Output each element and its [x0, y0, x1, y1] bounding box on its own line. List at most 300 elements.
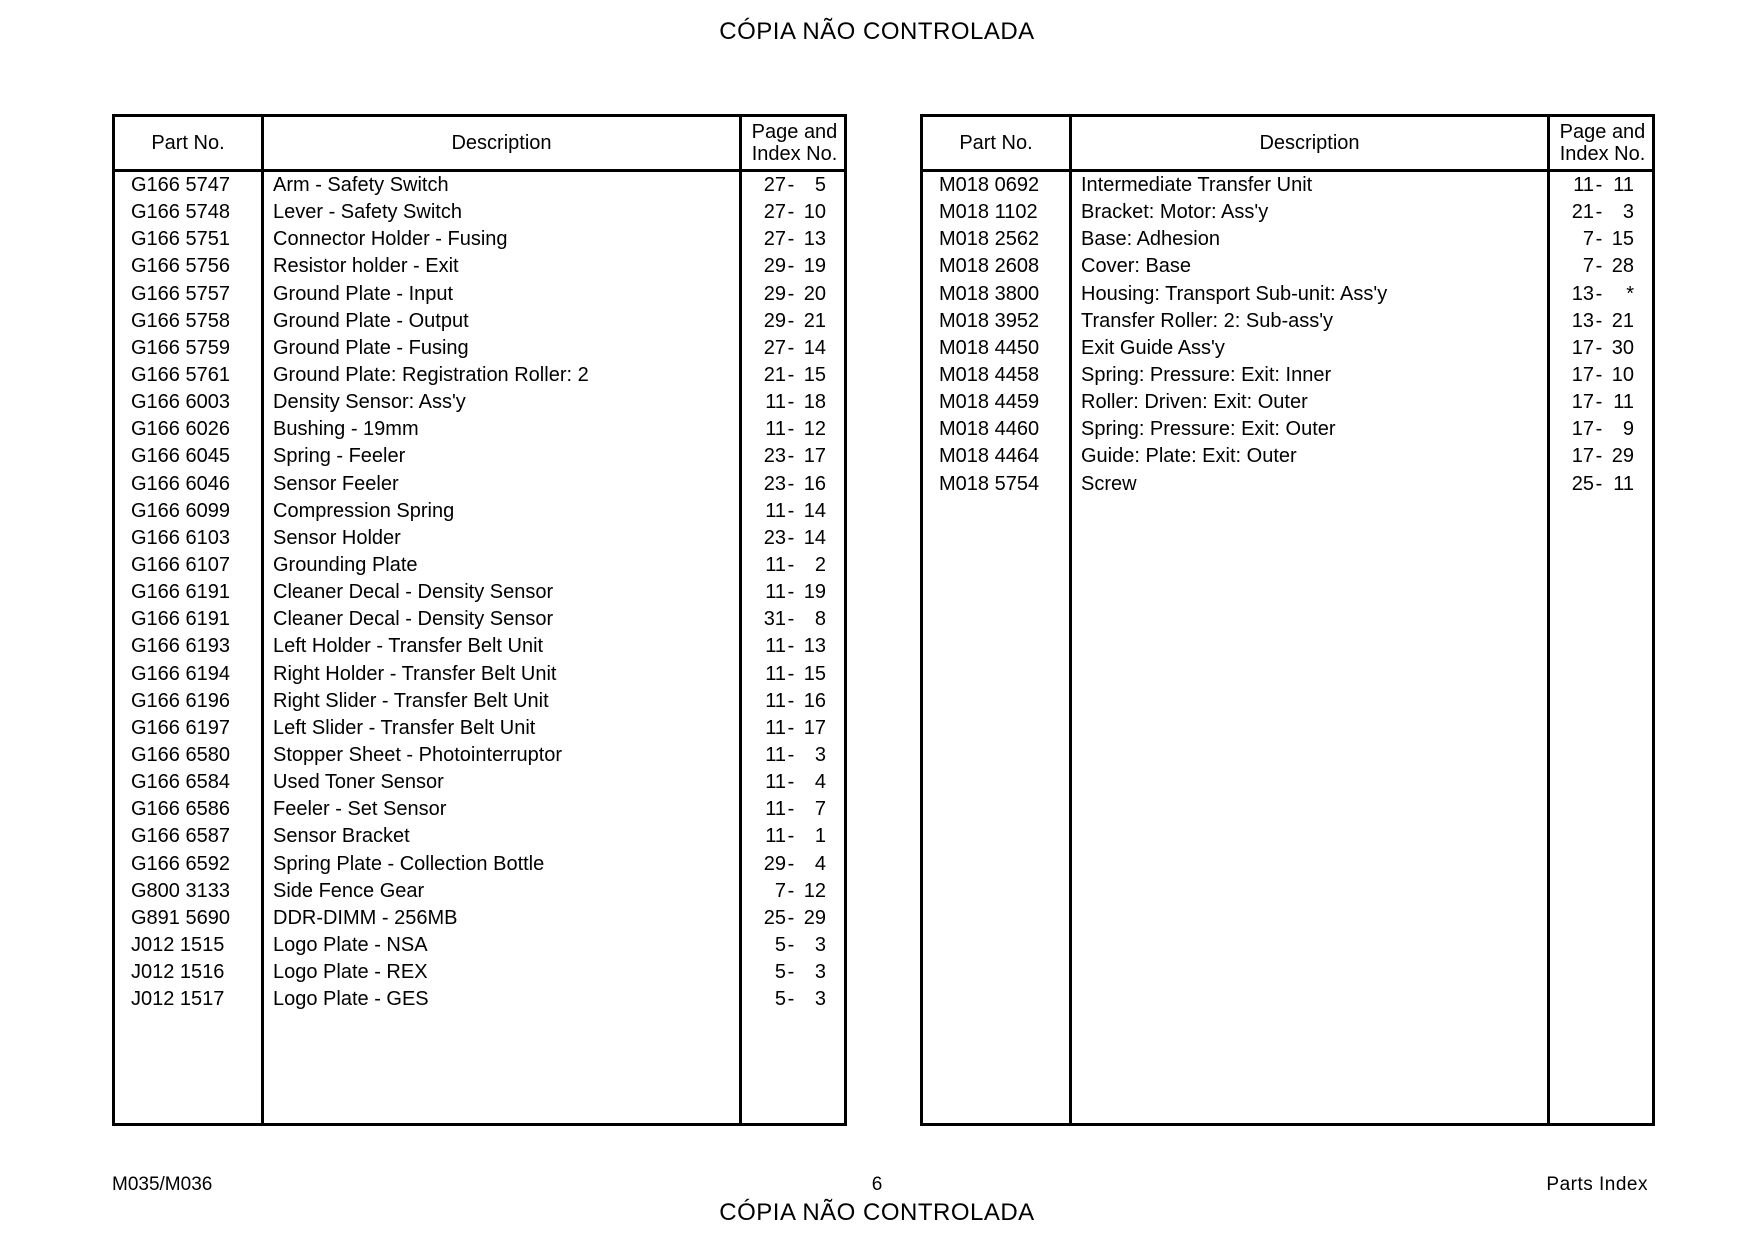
index-number: 5	[814, 174, 826, 196]
part-number: G891 5690	[131, 906, 230, 929]
part-description: Bracket: Motor: Ass'y	[1081, 201, 1269, 224]
page-number: 7	[1582, 228, 1594, 251]
part-number: G166 5758	[131, 309, 230, 332]
part-description: Right Holder - Transfer Belt Unit	[273, 662, 557, 685]
page-index-separator: -	[1595, 336, 1603, 359]
page-index-separator: -	[1595, 255, 1603, 278]
page-index	[1550, 199, 1655, 226]
part-number: M018 2608	[939, 255, 1040, 278]
part-description: Side Fence Gear	[273, 879, 425, 902]
index-number: 12	[803, 879, 826, 902]
index-number: 19	[803, 255, 826, 278]
part-number: M018 1102	[939, 201, 1038, 224]
part-number: G800 3133	[131, 879, 230, 902]
page-index	[742, 715, 847, 742]
part-number: J012 1517	[131, 988, 225, 1011]
page-index-separator: -	[787, 906, 795, 929]
index-number: 16	[803, 472, 826, 495]
page-index-separator: -	[787, 418, 795, 441]
part-number: G166 5756	[131, 255, 230, 278]
part-description: Right Slider - Transfer Belt Unit	[273, 689, 549, 712]
page-index	[1550, 389, 1655, 416]
page-index	[1550, 281, 1655, 308]
part-number: M018 4460	[939, 418, 1040, 441]
table-row	[115, 253, 844, 280]
page-number: 11	[765, 662, 786, 685]
part-description: Cover: Base	[1081, 255, 1192, 278]
page-number: 21	[763, 363, 786, 386]
part-number: M018 0692	[939, 174, 1040, 196]
page-index-separator: -	[1595, 391, 1603, 414]
page-number: 11	[765, 581, 786, 604]
page-index	[742, 661, 847, 688]
page-index-separator: -	[787, 445, 795, 468]
part-description: Bushing - 19mm	[273, 418, 419, 441]
part-number: J012 1516	[131, 961, 225, 984]
table-row	[115, 362, 844, 389]
table-row	[115, 606, 844, 633]
page-index	[742, 416, 847, 443]
header-part-no: Part No.	[151, 132, 225, 154]
page-number: 27	[763, 174, 786, 196]
index-number: 15	[803, 662, 826, 685]
page-number: 17	[1571, 336, 1594, 359]
page-index	[742, 172, 847, 199]
header-page-index-line1: Page and	[1559, 121, 1646, 143]
page-index-separator: -	[1595, 445, 1603, 468]
part-number: G166 6193	[131, 635, 230, 658]
page-number: 17	[1571, 445, 1594, 468]
header-page-index	[742, 117, 847, 169]
page-number: 11	[765, 553, 786, 576]
index-number: 1	[814, 825, 826, 848]
table-row	[923, 416, 1652, 443]
page-number: 11	[765, 798, 786, 821]
table-row	[923, 253, 1652, 280]
table-row	[115, 498, 844, 525]
part-description: Spring: Pressure: Exit: Inner	[1081, 363, 1332, 386]
table-row	[923, 443, 1652, 470]
page-index-separator: -	[787, 852, 795, 875]
page-index	[1550, 226, 1655, 253]
table-row	[923, 335, 1652, 362]
page-index-separator: -	[787, 174, 795, 196]
page-index-separator: -	[787, 526, 795, 549]
index-number: 3	[814, 933, 826, 956]
page-index-separator: -	[787, 581, 795, 604]
part-number: G166 6584	[131, 771, 230, 794]
page-index-separator: -	[787, 743, 795, 766]
page-number: 11	[1573, 174, 1594, 196]
index-number: 14	[803, 499, 826, 522]
page-number: 11	[765, 391, 786, 414]
part-number: G166 6587	[131, 825, 230, 848]
part-number: G166 6046	[131, 472, 230, 495]
page-index	[742, 471, 847, 498]
part-number: G166 6580	[131, 743, 230, 766]
page-index-separator: -	[787, 933, 795, 956]
part-number: G166 5757	[131, 282, 230, 305]
watermark-top: CÓPIA NÃO CONTROLADA	[719, 18, 1035, 45]
part-description: Cleaner Decal - Density Sensor	[273, 608, 554, 631]
page-number: 25	[1571, 472, 1594, 495]
page-number: 11	[765, 716, 786, 739]
part-description: Sensor Feeler	[273, 472, 399, 495]
page-index-separator: -	[787, 391, 795, 414]
index-number: 2	[814, 553, 826, 576]
index-number: 13	[803, 635, 826, 658]
table-row	[115, 851, 844, 878]
header-part-no: Part No.	[959, 132, 1033, 154]
part-number: G166 6107	[131, 553, 230, 576]
table-row	[115, 661, 844, 688]
page-index	[1550, 416, 1655, 443]
page-number: 17	[1571, 418, 1594, 441]
page-number: 5	[774, 933, 786, 956]
table-row	[115, 389, 844, 416]
page-number: 11	[765, 689, 786, 712]
table-row	[115, 986, 844, 1013]
part-description: Logo Plate - GES	[273, 988, 429, 1011]
part-number: G166 6191	[131, 581, 230, 604]
index-number: 21	[1611, 309, 1634, 332]
page-index	[742, 308, 847, 335]
part-description: Resistor holder - Exit	[273, 255, 459, 278]
part-number: G166 6099	[131, 499, 230, 522]
page-index	[742, 579, 847, 606]
header-description: Description	[451, 132, 552, 154]
page-number: 7	[774, 879, 786, 902]
part-number: G166 6196	[131, 689, 230, 712]
page-number: 13	[1571, 309, 1594, 332]
page-number: 17	[1571, 391, 1594, 414]
table-rows	[923, 172, 1652, 498]
page-index-separator: -	[1595, 418, 1603, 441]
index-number: 20	[803, 282, 826, 305]
page-number: 5	[774, 961, 786, 984]
page-index	[1550, 308, 1655, 335]
page-index-separator: -	[787, 228, 795, 251]
part-number: M018 4450	[939, 336, 1040, 359]
part-number: G166 6194	[131, 662, 230, 685]
index-number: 16	[803, 689, 826, 712]
page-index-separator: -	[1595, 309, 1603, 332]
table-row	[115, 226, 844, 253]
page-index	[742, 552, 847, 579]
part-number: M018 2562	[939, 228, 1040, 251]
index-number: 29	[1611, 445, 1634, 468]
page-index	[742, 688, 847, 715]
page-index	[1550, 443, 1655, 470]
part-description: Left Slider - Transfer Belt Unit	[273, 716, 536, 739]
part-description: Ground Plate: Registration Roller: 2	[273, 363, 589, 386]
page-index	[1550, 362, 1655, 389]
page-index-separator: -	[787, 689, 795, 712]
page-index-separator: -	[787, 988, 795, 1011]
page-index-separator: -	[787, 282, 795, 305]
table-row	[923, 389, 1652, 416]
index-number: 10	[1611, 363, 1634, 386]
table-row	[115, 823, 844, 850]
page-number: 27	[763, 228, 786, 251]
index-number: *	[1626, 282, 1634, 305]
page-index-separator: -	[787, 553, 795, 576]
page-index-separator: -	[787, 499, 795, 522]
table-row	[923, 308, 1652, 335]
page-number: 25	[763, 906, 786, 929]
index-number: 3	[814, 961, 826, 984]
page-index	[742, 253, 847, 280]
page-number: 5	[774, 988, 786, 1011]
page-index	[742, 742, 847, 769]
page-number: 11	[765, 743, 786, 766]
table-row	[115, 443, 844, 470]
table-row	[923, 281, 1652, 308]
part-number: G166 6103	[131, 526, 230, 549]
part-description: Sensor Holder	[273, 526, 401, 549]
part-description: Exit Guide Ass'y	[1081, 336, 1225, 359]
table-row	[115, 796, 844, 823]
page-index	[1550, 172, 1655, 199]
index-number: 18	[803, 391, 826, 414]
part-description: Density Sensor: Ass'y	[273, 391, 466, 414]
page-index-separator: -	[1595, 174, 1603, 196]
index-number: 8	[814, 608, 826, 631]
page-number: 23	[763, 445, 786, 468]
index-number: 3	[814, 743, 826, 766]
header-page-index-line1: Page and	[751, 121, 838, 143]
page-number: 29	[763, 282, 786, 305]
table-row	[923, 226, 1652, 253]
index-number: 28	[1611, 255, 1634, 278]
page-index-separator: -	[787, 798, 795, 821]
page-index	[742, 633, 847, 660]
footer-page-number: 6	[871, 1174, 883, 1195]
page-number: 31	[763, 608, 786, 631]
header-page-index-line2: Index No.	[751, 143, 838, 165]
part-description: Spring Plate - Collection Bottle	[273, 852, 545, 875]
page-index-separator: -	[787, 472, 795, 495]
index-number: 4	[814, 771, 826, 794]
part-description: Spring: Pressure: Exit: Outer	[1081, 418, 1336, 441]
table-row	[923, 172, 1652, 199]
page-index	[742, 362, 847, 389]
page-index	[742, 226, 847, 253]
page-index-separator: -	[787, 961, 795, 984]
page-index-separator: -	[1595, 228, 1603, 251]
header-description: Description	[1259, 132, 1360, 154]
page-index-separator: -	[787, 201, 795, 224]
page-index	[742, 498, 847, 525]
part-description: Arm - Safety Switch	[273, 174, 449, 196]
part-description: Housing: Transport Sub-unit: Ass'y	[1081, 282, 1388, 305]
parts-table-right	[920, 114, 1655, 1126]
part-number: M018 3952	[939, 309, 1040, 332]
part-number: M018 4458	[939, 363, 1040, 386]
page-number: 11	[765, 418, 786, 441]
page-index	[742, 606, 847, 633]
part-number: G166 5747	[131, 174, 230, 196]
page-number: 21	[1571, 201, 1594, 224]
table-row	[115, 199, 844, 226]
part-number: G166 5759	[131, 336, 230, 359]
part-description: Cleaner Decal - Density Sensor	[273, 581, 554, 604]
page-number: 11	[765, 771, 786, 794]
page-number: 13	[1571, 282, 1594, 305]
table-row	[923, 471, 1652, 498]
parts-table-left	[112, 114, 847, 1126]
page-index	[742, 335, 847, 362]
index-number: 19	[803, 581, 826, 604]
index-number: 3	[814, 988, 826, 1011]
page-index	[742, 281, 847, 308]
index-number: 11	[1613, 174, 1634, 196]
footer-model: M035/M036	[112, 1174, 213, 1195]
part-description: Base: Adhesion	[1081, 228, 1220, 251]
page-index	[1550, 253, 1655, 280]
table-row	[923, 362, 1652, 389]
table-row	[115, 633, 844, 660]
table-row	[115, 281, 844, 308]
part-description: Sensor Bracket	[273, 825, 410, 848]
page-index	[742, 905, 847, 932]
index-number: 13	[803, 228, 826, 251]
table-row	[115, 579, 844, 606]
table-row	[115, 471, 844, 498]
page-index	[1550, 471, 1655, 498]
part-description: Logo Plate - NSA	[273, 933, 428, 956]
index-number: 14	[803, 336, 826, 359]
part-description: Ground Plate - Fusing	[273, 336, 469, 359]
table-row	[115, 742, 844, 769]
part-description: Roller: Driven: Exit: Outer	[1081, 391, 1308, 414]
page-number: 27	[763, 201, 786, 224]
index-number: 7	[814, 798, 826, 821]
header-page-index	[1550, 117, 1655, 169]
index-number: 29	[803, 906, 826, 929]
table-row	[115, 688, 844, 715]
part-number: G166 6586	[131, 798, 230, 821]
page-index	[742, 986, 847, 1013]
page-index	[742, 525, 847, 552]
page-index	[742, 796, 847, 823]
part-description: DDR-DIMM - 256MB	[273, 906, 458, 929]
page-index	[742, 932, 847, 959]
header-page-index-line2: Index No.	[1559, 143, 1646, 165]
table-row	[115, 335, 844, 362]
table-row	[923, 199, 1652, 226]
part-description: Spring - Feeler	[273, 445, 406, 468]
index-number: 12	[803, 418, 826, 441]
page-number: 11	[765, 635, 786, 658]
page-number: 29	[763, 852, 786, 875]
part-number: G166 5761	[131, 363, 230, 386]
part-number: G166 6045	[131, 445, 230, 468]
index-number: 21	[803, 309, 826, 332]
index-number: 11	[1613, 472, 1634, 495]
index-number: 10	[803, 201, 826, 224]
index-number: 3	[1622, 201, 1634, 224]
page-index	[742, 851, 847, 878]
page-index-separator: -	[787, 608, 795, 631]
table-row	[115, 525, 844, 552]
page-index-separator: -	[1595, 363, 1603, 386]
part-number: M018 4464	[939, 445, 1040, 468]
index-number: 9	[1622, 418, 1634, 441]
table-row	[115, 905, 844, 932]
page-index-separator: -	[787, 825, 795, 848]
page-index	[742, 199, 847, 226]
index-number: 15	[1611, 228, 1634, 251]
part-number: G166 6197	[131, 716, 230, 739]
index-number: 11	[1613, 391, 1634, 414]
part-number: M018 5754	[939, 472, 1040, 495]
part-description: Ground Plate - Output	[273, 309, 469, 332]
page-index	[742, 823, 847, 850]
page-index	[1550, 335, 1655, 362]
page-index	[742, 959, 847, 986]
part-number: M018 4459	[939, 391, 1040, 414]
part-description: Compression Spring	[273, 499, 455, 522]
part-description: Screw	[1081, 472, 1137, 495]
page-index-separator: -	[787, 635, 795, 658]
part-number: G166 6191	[131, 608, 230, 631]
page-number: 29	[763, 309, 786, 332]
part-description: Connector Holder - Fusing	[273, 228, 508, 251]
part-number: J012 1515	[131, 933, 225, 956]
index-number: 14	[803, 526, 826, 549]
part-number: G166 5748	[131, 201, 230, 224]
table-row	[115, 308, 844, 335]
page-index-separator: -	[787, 255, 795, 278]
table-row	[115, 878, 844, 905]
index-number: 17	[803, 445, 826, 468]
part-description: Used Toner Sensor	[273, 771, 444, 794]
page-index-separator: -	[787, 879, 795, 902]
table-row	[115, 769, 844, 796]
page-index-separator: -	[787, 336, 795, 359]
page-number: 27	[763, 336, 786, 359]
index-number: 30	[1611, 336, 1634, 359]
page-number: 23	[763, 526, 786, 549]
page-index-separator: -	[1595, 201, 1603, 224]
page-index	[742, 389, 847, 416]
part-number: M018 3800	[939, 282, 1040, 305]
table-row	[115, 715, 844, 742]
table-row	[115, 959, 844, 986]
page-index-separator: -	[787, 363, 795, 386]
watermark-bottom: CÓPIA NÃO CONTROLADA	[719, 1199, 1035, 1226]
page-index-separator: -	[787, 771, 795, 794]
part-description: Grounding Plate	[273, 553, 418, 576]
table-row	[115, 932, 844, 959]
page-number: 11	[765, 825, 786, 848]
page-index	[742, 769, 847, 796]
table-row	[115, 552, 844, 579]
page-number: 11	[765, 499, 786, 522]
table-row	[115, 416, 844, 443]
part-description: Lever - Safety Switch	[273, 201, 462, 224]
page-number: 7	[1582, 255, 1594, 278]
part-number: G166 6592	[131, 852, 230, 875]
page-index-separator: -	[1595, 472, 1603, 495]
part-description: Stopper Sheet - Photointerruptor	[273, 743, 563, 766]
table-rows	[115, 172, 844, 1013]
part-number: G166 6003	[131, 391, 230, 414]
index-number: 4	[814, 852, 826, 875]
part-description: Intermediate Transfer Unit	[1081, 174, 1313, 196]
table-row	[115, 172, 844, 199]
